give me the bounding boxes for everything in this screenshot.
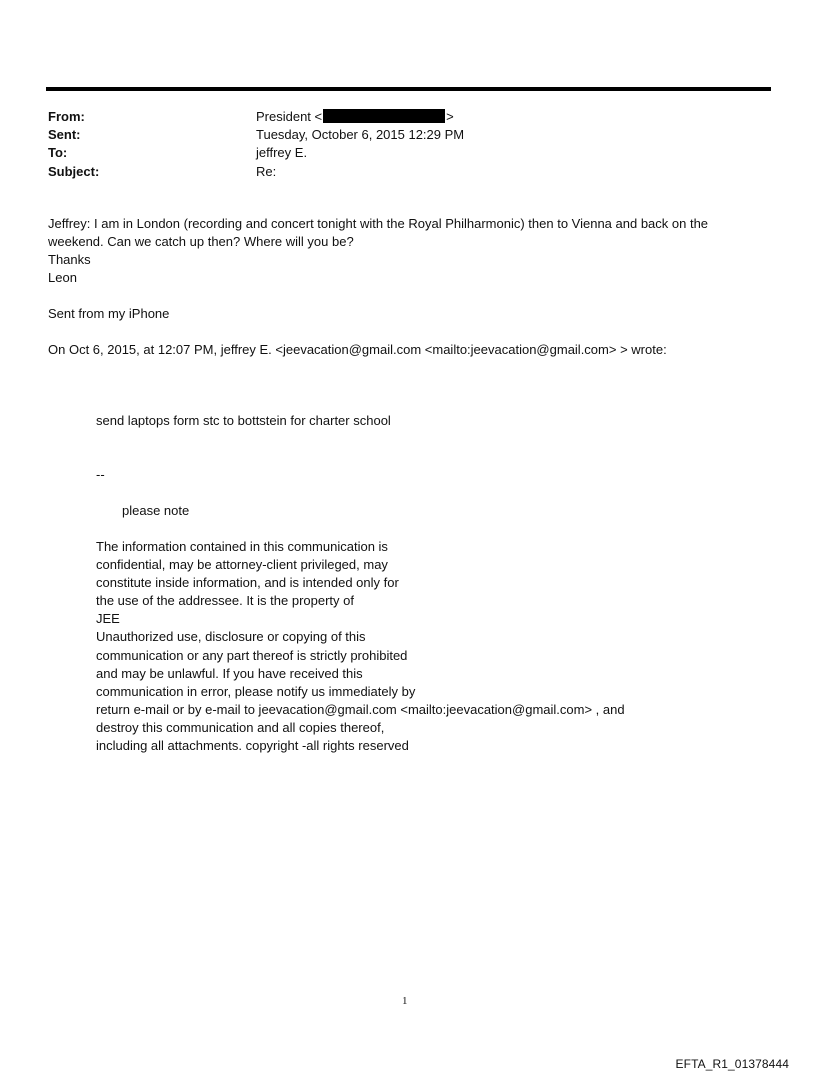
sent-row <box>48 126 464 144</box>
from-value <box>256 108 454 126</box>
disclaimer-line: communication or any part thereof is strictly prohibited <box>96 647 408 663</box>
please-note: please note <box>122 503 190 518</box>
disclaimer-line: return e-mail or by e-mail to jeevacation@gmail.com <mailto:jeevacation@gmail.com> , and <box>96 701 625 717</box>
disclaimer-line: JEE <box>96 611 120 627</box>
disclaimer-line: destroy this communication and all copies thereof, <box>96 719 385 735</box>
to-value: jeffrey E. <box>256 145 308 161</box>
quote-attribution: On Oct 6, 2015, at 12:07 PM, jeffrey E. <jeevacation@gmail.com <mailto:jeevacation@gmail.com> > wrote: <box>48 342 667 357</box>
from-label: From: <box>48 109 85 124</box>
from-row <box>48 108 464 126</box>
reply-line: weekend. Can we catch up then? Where will you be? <box>48 234 354 250</box>
disclaimer-line: and may be unlawful. If you have received this <box>96 665 363 681</box>
reply-line: Jeffrey: I am in London (recording and concert tonight with the Royal Philharmonic) then to Vienna and back on the <box>48 216 709 231</box>
from-value-suffix: > <box>446 109 454 124</box>
disclaimer-line: the use of the addressee. It is the property of <box>96 593 354 609</box>
sent-label: Sent: <box>48 127 81 143</box>
email-header <box>48 108 464 181</box>
to-label: To: <box>48 145 68 161</box>
subject-label: Subject: <box>48 163 100 179</box>
page-number: 1 <box>402 995 408 1007</box>
header-rule <box>46 87 771 91</box>
to-row <box>48 144 464 162</box>
subject-row <box>48 163 464 181</box>
reply-line: Thanks <box>48 252 91 268</box>
disclaimer-line: confidential, may be attorney-client privileged, may <box>96 557 388 573</box>
from-value-prefix: President < <box>256 109 323 124</box>
quoted-message: send laptops form stc to bottstein for charter school <box>96 413 391 428</box>
disclaimer-line: constitute inside information, and is intended only for <box>96 575 399 591</box>
subject-value: Re: <box>256 163 277 179</box>
disclaimer <box>96 538 625 755</box>
signature-separator: -- <box>96 467 105 482</box>
disclaimer-line: The information contained in this communication is <box>96 539 388 554</box>
reply-signature: Leon <box>48 270 77 286</box>
sent-value: Tuesday, October 6, 2015 12:29 PM <box>256 127 465 143</box>
reply-body <box>48 215 708 287</box>
disclaimer-line: Unauthorized use, disclosure or copying of this <box>96 629 366 645</box>
sent-from-line: Sent from my iPhone <box>48 306 170 321</box>
document-id: EFTA_R1_01378444 <box>675 1057 789 1071</box>
redaction-box <box>323 109 445 123</box>
disclaimer-line: including all attachments. copyright -all rights reserved <box>96 738 409 754</box>
disclaimer-line: communication in error, please notify us immediately by <box>96 683 416 699</box>
